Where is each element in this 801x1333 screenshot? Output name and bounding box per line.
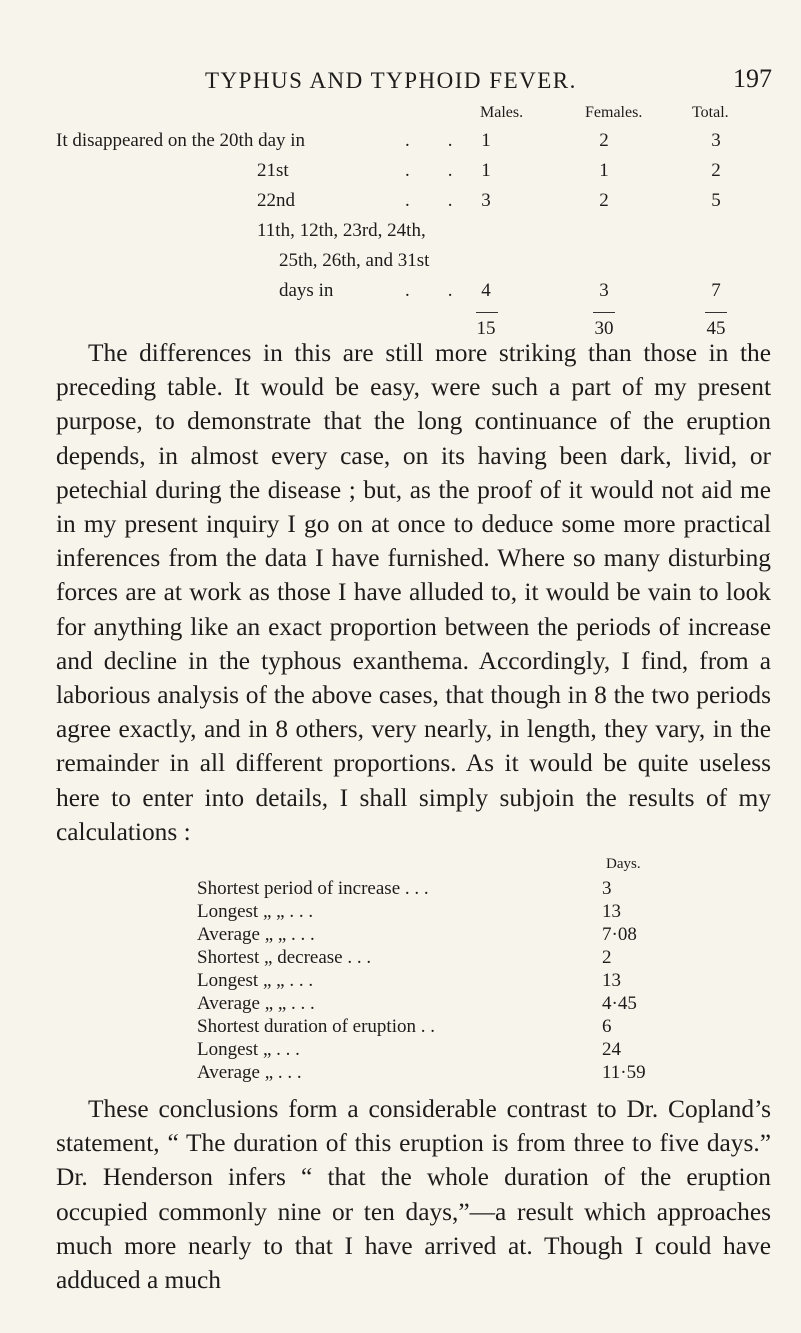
row-label: 22nd <box>257 190 295 211</box>
total-value: 7 <box>711 280 721 301</box>
table-row <box>0 947 801 969</box>
males-total: 15 <box>476 318 496 339</box>
table-row <box>0 924 801 946</box>
calculation-results-table <box>0 850 801 1083</box>
sum-rule <box>705 312 727 313</box>
males-value: 4 <box>481 280 491 301</box>
row-label: Longest „ . . . <box>197 1039 300 1060</box>
row-value: 6 <box>602 1016 612 1037</box>
row-value: 11·59 <box>602 1062 646 1083</box>
leader-dots: . . <box>405 130 453 151</box>
grand-total: 45 <box>706 318 726 339</box>
table-row <box>0 190 801 220</box>
females-total: 30 <box>594 318 614 339</box>
leader-dots: . . <box>405 280 453 301</box>
table-row <box>0 280 801 310</box>
running-header <box>0 60 801 100</box>
row-label: Average „ . . . <box>197 1062 302 1083</box>
row-label: Shortest period of increase . . . <box>197 878 429 899</box>
row-value: 7·08 <box>602 924 637 945</box>
row-label: Shortest duration of eruption . . <box>197 1016 435 1037</box>
males-value: 1 <box>481 160 491 181</box>
table-row <box>0 250 801 280</box>
table-row <box>0 1062 801 1084</box>
table-row <box>0 901 801 923</box>
row-label: Average „ „ . . . <box>197 924 315 945</box>
col-header-males: Males. <box>480 104 524 121</box>
males-value: 1 <box>481 130 491 151</box>
row-value: 2 <box>602 947 612 968</box>
row-label: Average „ „ . . . <box>197 993 315 1014</box>
total-value: 3 <box>711 130 721 151</box>
total-value: 5 <box>711 190 721 211</box>
table-row <box>0 220 801 250</box>
row-value: 4·45 <box>602 993 637 1014</box>
page-number: 197 <box>733 64 772 93</box>
leader-dots: . . <box>405 190 453 211</box>
table-row <box>0 878 801 900</box>
row-label: 25th, 26th, and 31st <box>279 250 430 271</box>
table-row <box>0 993 801 1015</box>
row-value: 3 <box>602 878 612 899</box>
females-value: 3 <box>599 280 609 301</box>
females-value: 2 <box>599 190 609 211</box>
row-label: Longest „ „ . . . <box>197 901 314 922</box>
body-paragraph: The differences in this are still more striking than those in the preceding table. It would be easy, were such a part of my present purpose, to demonstrate that the long continuance of the eruption depends, in almost every case, on its having been dark, livid, or petechial during the disease ; but, as the proof of it would not aid me in my present inquiry I go on at once to deduce some more practical inferences from the data I have furnished. Where so many disturbing forces are at work as those I have alluded to, it would be vain to look for anything like an exact proportion between the periods of increase and decline in the typhous exanthema. Accordingly, I find, from a laborious analysis of the above cases, that though in 8 the two periods agree exactly, and in 8 others, very nearly, in length, they vary, in the remainder in all different proportions. As it would be quite useless here to enter into details, I shall simply subjoin the results of my calculations : <box>56 339 771 846</box>
eruption-day-table <box>0 100 801 360</box>
total-value: 2 <box>711 160 721 181</box>
sum-rule <box>476 312 498 313</box>
leader-dots: . . <box>405 160 453 181</box>
body-paragraph: These conclusions form a considerable contrast to Dr. Copland’s statement, “ The duration of this eruption is from three to five days.” Dr. Henderson infers “ that the whole duration of the eruption occupied commonly nine or ten days,”—a result which approaches much more nearly to that I have arrived at. Though I could have adduced a much <box>56 1095 771 1295</box>
females-value: 2 <box>599 130 609 151</box>
sum-rule <box>593 312 615 313</box>
table-row <box>0 130 801 160</box>
row-label: days in <box>279 280 334 301</box>
days-header: Days. <box>606 856 641 872</box>
table-row <box>0 970 801 992</box>
row-label: Shortest „ decrease . . . <box>197 947 372 968</box>
row-value: 24 <box>602 1039 621 1060</box>
row-label: Longest „ „ . . . <box>197 970 314 991</box>
row-label: It disappeared on the 20th day in <box>56 130 306 151</box>
row-value: 13 <box>602 901 621 922</box>
females-value: 1 <box>599 160 609 181</box>
col-header-total: Total. <box>692 104 729 121</box>
table-row <box>0 160 801 190</box>
table-row <box>0 1039 801 1061</box>
table-row <box>0 1016 801 1038</box>
males-value: 3 <box>481 190 491 211</box>
col-header-females: Females. <box>585 104 643 121</box>
running-title: TYPHUS AND TYPHOID FEVER. <box>205 68 577 93</box>
row-label: 21st <box>257 160 289 181</box>
row-label: 11th, 12th, 23rd, 24th, <box>257 220 426 241</box>
row-value: 13 <box>602 970 621 991</box>
